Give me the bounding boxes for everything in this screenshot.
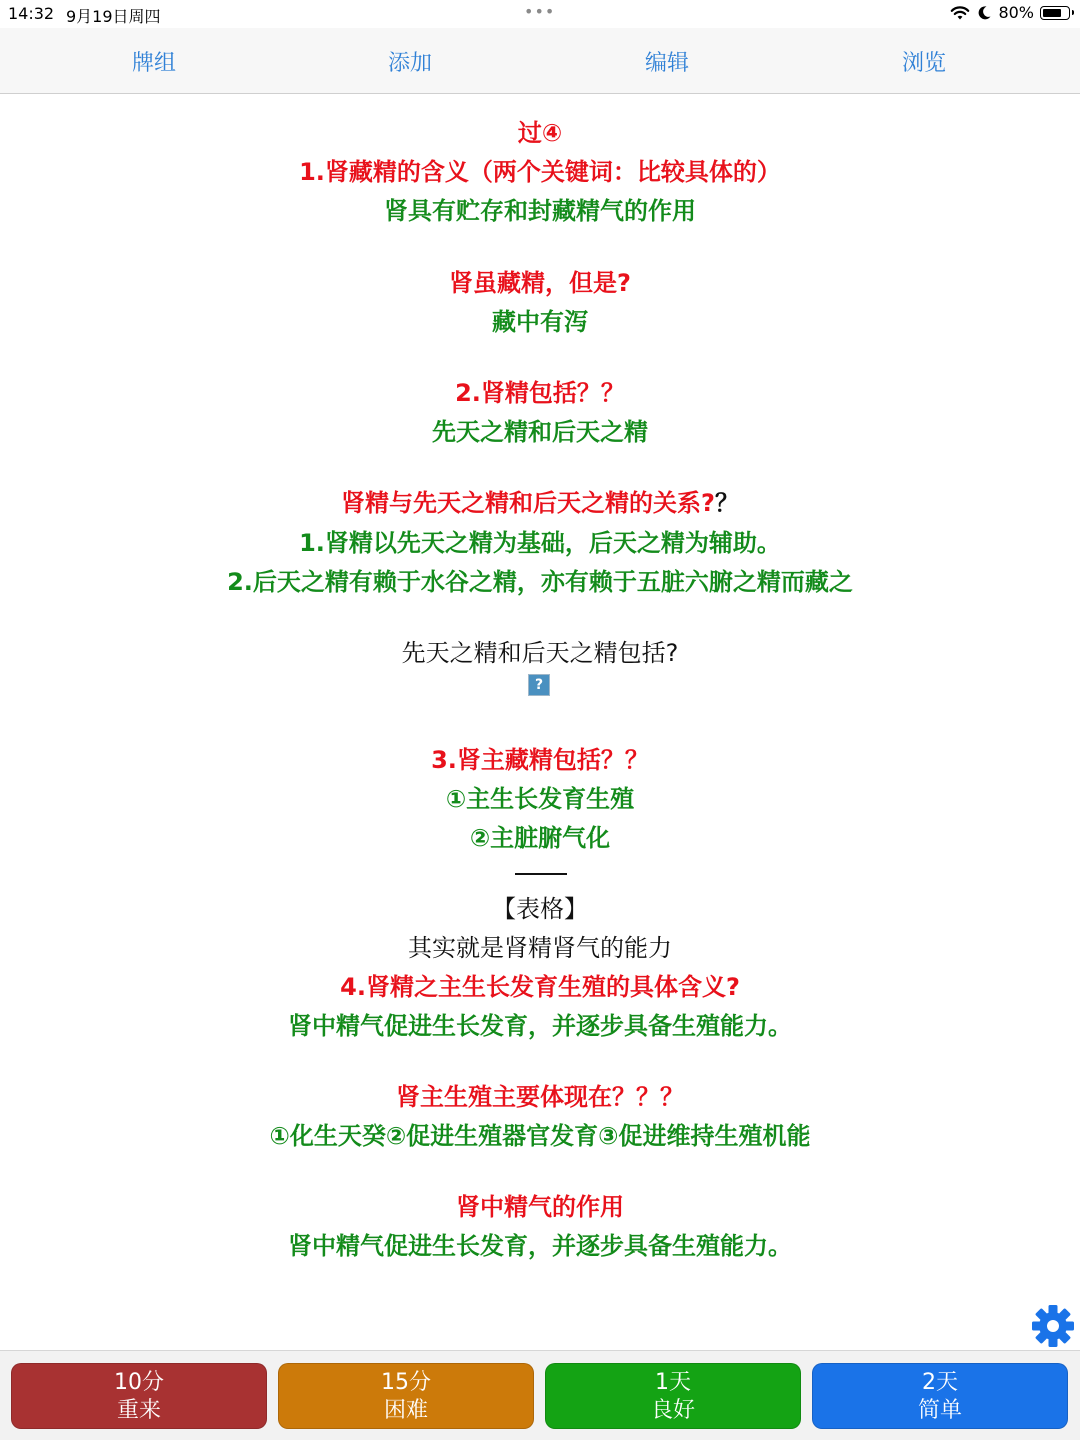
battery-fill	[1043, 9, 1061, 17]
card-content	[0, 94, 1080, 1350]
card-line: 肾虽藏精，但是?	[449, 269, 631, 297]
card-line: 先天之精和后天之精包括?	[401, 639, 679, 667]
easy-label: 简单	[917, 1398, 962, 1423]
card-line: 3.肾主藏精包括？？	[431, 746, 649, 774]
hard-interval: 15分	[381, 1370, 431, 1395]
card-line-tail: ？	[714, 489, 739, 517]
divider	[515, 873, 567, 875]
card-line: 肾中精气促进生长发育，并逐步具备生殖能力。	[288, 1232, 792, 1260]
nav-browse[interactable]: 浏览	[901, 51, 946, 76]
gear-icon[interactable]	[1030, 1303, 1076, 1349]
card-line: 藏中有泻	[492, 308, 588, 336]
card-line: 2.后天之精有赖于水谷之精，亦有赖于五脏六腑之精而藏之	[227, 568, 853, 596]
card-line: ①主生长发育生殖	[445, 785, 635, 813]
again-interval: 10分	[114, 1370, 164, 1395]
wifi-icon	[950, 5, 970, 21]
good-label: 良好	[650, 1398, 695, 1423]
again-label: 重来	[116, 1398, 161, 1423]
status-indicators	[950, 3, 1070, 22]
nav-add[interactable]: 添加	[387, 51, 432, 76]
card-line: 肾具有贮存和封藏精气的作用	[384, 197, 696, 225]
multitasking-dots-icon[interactable]: •••	[524, 2, 556, 21]
card-line: 1.肾精以先天之精为基础，后天之精为辅助。	[299, 529, 781, 557]
easy-interval: 2天	[922, 1370, 958, 1395]
battery-percent: 80%	[998, 3, 1034, 22]
hard-button[interactable]	[278, 1363, 534, 1429]
card-line: 肾主生殖主要体现在？？？	[396, 1083, 684, 1111]
again-button[interactable]	[11, 1363, 267, 1429]
good-button[interactable]	[545, 1363, 801, 1429]
card-line: 其实就是肾精肾气的能力	[408, 934, 672, 962]
top-nav	[0, 28, 1080, 94]
card-line: 2.肾精包括？？	[455, 379, 625, 407]
card-line: 过④	[517, 119, 563, 147]
good-interval: 1天	[655, 1370, 691, 1395]
moon-icon	[976, 5, 992, 21]
card-line: 肾中精气促进生长发育，并逐步具备生殖能力。	[288, 1012, 792, 1040]
hard-label: 困难	[383, 1398, 428, 1423]
battery-icon	[1040, 6, 1070, 20]
card-line: ①化生天癸②促进生殖器官发育③促进维持生殖机能	[269, 1122, 811, 1150]
card-line: 肾中精气的作用	[456, 1193, 624, 1221]
card-line-relation	[0, 486, 1080, 520]
card-line: 1.肾藏精的含义（两个关键词：比较具体的）	[299, 158, 781, 186]
nav-edit[interactable]: 编辑	[644, 51, 689, 76]
status-date: 9月19日周四	[66, 7, 161, 26]
status-bar	[0, 0, 1080, 28]
easy-button[interactable]	[812, 1363, 1068, 1429]
answer-bar	[0, 1350, 1080, 1440]
card-line: 先天之精和后天之精	[432, 418, 648, 446]
card-line: 【表格】	[492, 895, 588, 923]
missing-image-icon[interactable]: ?	[528, 674, 550, 696]
nav-decks[interactable]: 牌组	[131, 51, 176, 76]
card-line-text: 肾精与先天之精和后天之精的关系?	[341, 489, 715, 517]
card-line: ②主脏腑气化	[469, 824, 611, 852]
card-line: 4.肾精之主生长发育生殖的具体含义?	[340, 973, 740, 1001]
status-time: 14:32	[8, 4, 55, 23]
